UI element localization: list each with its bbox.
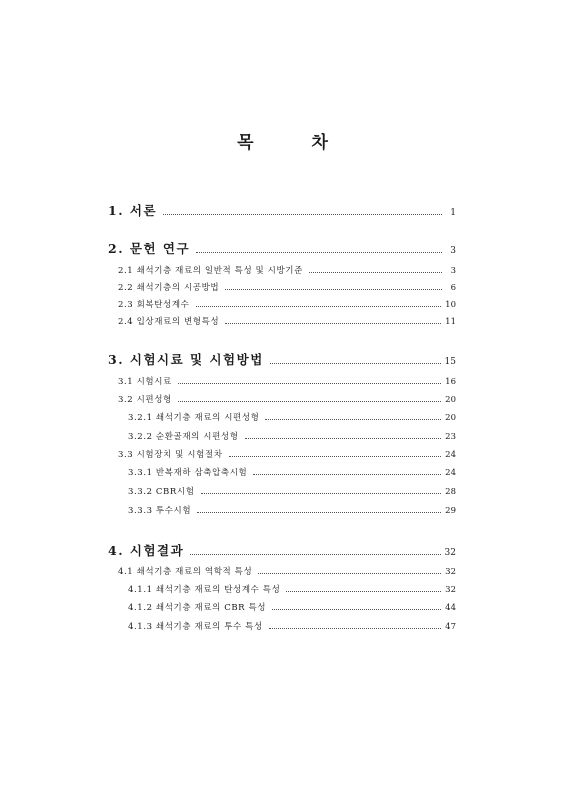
dot-leader [269,627,441,629]
toc-entry-label: 2.1 쇄석기층 재료의 일반적 특성 및 시방기준 [118,266,303,276]
toc-page-number: 29 [445,506,456,516]
toc-entry-label: 3.3.3 투수시험 [128,506,192,516]
toc-page-number: 32 [445,567,456,577]
dot-leader [201,492,442,494]
toc-entry-label: 3.2.1 쇄석기층 재료의 시편성형 [128,413,260,423]
toc-entry-label: 3.2.2 순환골재의 시편성형 [128,432,239,442]
toc-entry-label: 2. 문헌 연구 [108,241,191,256]
dot-leader [258,572,441,574]
toc-page-number: 32 [445,585,456,595]
toc-chapter-2[interactable] [108,239,456,257]
toc-section-2-3[interactable] [118,298,456,310]
toc-entry-label: 2.3 회복탄성계수 [118,300,190,310]
page-title: 목 차 [237,133,354,153]
toc-entry-label: 3.3 시험장치 및 시험절차 [118,450,223,460]
toc-page-number: 10 [445,300,456,310]
toc-page-number: 32 [444,548,456,558]
toc-page-number: 44 [445,603,456,613]
toc-entry-label: 2.2 쇄석기층의 시공방법 [118,283,220,293]
toc-entry-label: 4. 시험결과 [108,543,185,558]
toc-entry-label: 3.3.2 CBR시험 [128,487,195,497]
toc-section-3-2[interactable] [118,393,456,405]
toc-section-2-2[interactable] [118,281,456,293]
dot-leader [225,322,441,324]
toc-page-number: 3 [450,266,456,276]
toc-subsection-3-2-2[interactable] [128,430,456,442]
toc-entry-label: 4.1.1 쇄석기층 재료의 탄성계수 특성 [128,585,281,595]
toc-subsection-4-1-3[interactable] [128,620,456,632]
toc-subsection-3-3-3[interactable] [128,504,456,516]
toc-subsection-3-2-1[interactable] [128,411,456,423]
toc-page-number: 24 [445,450,456,460]
toc-subsection-3-3-1[interactable] [128,466,456,478]
dot-leader [178,400,441,402]
toc-page-number: 20 [445,395,456,405]
dot-leader [190,553,440,555]
dot-leader [245,437,442,439]
toc-subsection-3-3-2[interactable] [128,485,456,497]
toc-entry-label: 4.1.3 쇄석기층 재료의 투수 특성 [128,622,263,632]
dot-leader [196,251,442,253]
toc-entry-label: 3.2 시편성형 [118,395,172,405]
dot-leader [286,590,441,592]
toc-section-4-1[interactable] [118,565,456,577]
toc-chapter-1[interactable] [108,201,456,219]
toc-subsection-4-1-2[interactable] [128,601,456,613]
toc-entry-label: 3. 시험시료 및 시험방법 [108,352,264,367]
dot-leader [196,305,442,307]
toc-page-number: 24 [445,468,456,478]
toc-entry-label: 1. 서론 [108,203,158,218]
dot-leader [229,455,442,457]
dot-leader [178,382,441,384]
toc-page-number: 16 [445,377,456,387]
toc-page-number: 28 [445,487,456,497]
dot-leader [253,473,441,475]
toc-page-number: 1 [450,208,456,218]
toc-section-2-4[interactable] [118,315,456,327]
toc-page-number: 11 [445,317,456,327]
toc-entry-label: 4.1 쇄석기층 재료의 역학적 특성 [118,567,253,577]
toc-page-number: 6 [450,283,456,293]
toc-section-2-1[interactable] [118,264,456,276]
toc-page-number: 3 [450,246,456,256]
toc-page-number: 15 [444,357,456,367]
toc-entry-label: 2.4 입상재료의 변형특성 [118,317,220,327]
dot-leader [265,418,441,420]
dot-leader [272,608,441,610]
dot-leader [309,271,442,273]
toc-chapter-4[interactable] [108,541,456,559]
dot-leader [225,288,442,290]
dot-leader [197,511,441,513]
toc-entry-label: 3.1 시험시료 [118,377,172,387]
toc-section-3-1[interactable] [118,375,456,387]
toc-section-3-3[interactable] [118,448,456,460]
toc-page-number: 20 [445,413,456,423]
toc-page-number: 23 [445,432,456,442]
toc-page-number: 47 [445,622,456,632]
toc-chapter-3[interactable] [108,350,456,368]
toc-entry-label: 4.1.2 쇄석기층 재료의 CBR 특성 [128,603,267,613]
dot-leader [270,362,441,364]
toc-subsection-4-1-1[interactable] [128,583,456,595]
dot-leader [163,213,442,215]
toc-entry-label: 3.3.1 반복재하 삼축압축시험 [128,468,248,478]
